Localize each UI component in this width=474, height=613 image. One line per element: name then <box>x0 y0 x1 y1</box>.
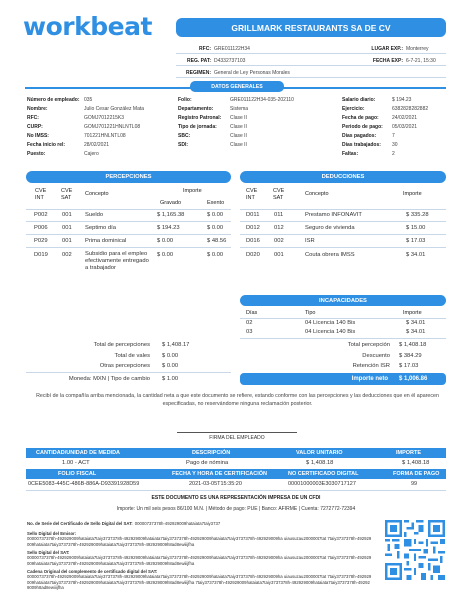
perc-row-exento: $ 0.00 <box>207 212 224 218</box>
ded-h-cve-int: CVE INT <box>246 188 258 201</box>
perc-row-gravado: $ 194.23 <box>157 225 180 231</box>
perc-row-exento: $ 0.00 <box>207 252 224 258</box>
ded-h-cve-sat: CVE SAT <box>273 188 285 201</box>
perc-row-cve-int: D019 <box>34 252 48 258</box>
field-value: Clase II <box>230 141 247 148</box>
field-value: 6382828282882 <box>392 105 429 112</box>
cert-label: Sello Digital del Emisor: <box>27 531 77 536</box>
lugar-label: LUGAR EXP.: <box>371 45 403 52</box>
field-value: Clase II <box>230 114 247 121</box>
ded-row-concepto: Prestamo INFONAVIT <box>305 212 362 218</box>
inc-row-importe: $ 34.01 <box>406 329 426 335</box>
ded-row-importe: $ 34.01 <box>406 252 426 258</box>
company-name-bar: GRILLMARK RESTAURANTS SA DE CV <box>176 18 446 37</box>
perc-h-exento: Exento <box>207 200 225 206</box>
importe-neto-label: Importe neto <box>351 376 388 382</box>
cert-label: Sello Digital del SAT: <box>27 550 70 555</box>
ded-row-importe: $ 15.00 <box>406 225 426 231</box>
importe-pago-line <box>26 506 446 512</box>
field-label: Registro Patronal: <box>178 114 222 121</box>
perc-row-cve-sat: 002 <box>62 252 72 258</box>
field-label: Salario diario: <box>342 96 376 103</box>
inc-row-dias: 02 <box>246 320 253 326</box>
field-label: Fecha de pago: <box>342 114 379 121</box>
folio-row <box>26 479 446 489</box>
perc-row-exento: $ 0.00 <box>207 225 224 231</box>
field-value: Clase II <box>230 123 247 130</box>
field-label: Dias trabajados: <box>342 141 381 148</box>
folio-header <box>26 469 446 479</box>
field-label: SDI: <box>178 141 188 148</box>
field-value: 28/02/2021 <box>84 141 110 148</box>
datos-col-1 <box>27 95 177 158</box>
folio-fecha: 2021-03-05T15:35:20 <box>189 481 242 487</box>
moneda-value: $ 1.00 <box>162 376 179 382</box>
inc-h-importe: Importe <box>403 310 422 316</box>
retencion-isr-value: $ 17.03 <box>399 363 419 369</box>
perc-h-concepto: Concepto <box>85 191 109 197</box>
rfc-value: GRE011122H34 <box>214 45 250 52</box>
lugar-value: Monterrey <box>406 45 429 52</box>
concepto-valor: $ 1,408.18 <box>306 460 334 466</box>
ded-h-concepto: Concepto <box>305 191 329 197</box>
field-label: Folio: <box>178 96 192 103</box>
field-value: 7 <box>392 132 395 139</box>
inc-row-dias: 03 <box>246 329 253 335</box>
perc-row-concepto: Septimo día <box>85 225 116 231</box>
perc-row-cve-sat: 001 <box>62 225 72 231</box>
ded-row-concepto: ISR <box>305 238 315 244</box>
field-label: Dias pagados: <box>342 132 377 139</box>
ded-row-cve-sat: 002 <box>274 238 284 244</box>
perc-row-cve-int: P002 <box>34 212 48 218</box>
ded-row-cve-sat: 001 <box>274 252 284 258</box>
perc-row-concepto: Prima dominical <box>85 238 127 244</box>
datos-col-2 <box>178 95 333 149</box>
folio-fiscal: 0CEE5083-445C-486B-886A-D93391928D59 <box>28 481 140 487</box>
cert-label: Cadena Original del complemento de certificado digital del SAT: <box>27 569 158 574</box>
certificados-block <box>27 521 372 591</box>
cert-value: 00000737378h-492929009hataiata7taiy3737378h-492929009hataiata7taiy3737378h-492929009hataiata7taiy3737378h-492929009ha uiausuzau200000t7tat 7taiy3737378h-492929009hataiata7taiy3737378h-492929009hataiata7taiy3737378h-492929009h8ad8ewiiijfha 7taiy3737378h-492929009hataiata7taiy3737378h-492929009hataiata7taiy3737378h-492929009h8ad8ewiiijfha <box>27 574 372 590</box>
pago-info: | Método de pago: PUE | Banco: AFIRME | Cuenta: 7272772-72394 <box>205 506 356 512</box>
ded-row-concepto: Couta obrera IMSS <box>305 252 355 258</box>
ded-row-cve-sat: 011 <box>274 212 284 218</box>
concepto-h-valor: VALOR UNITARIO <box>296 450 343 456</box>
field-value: Sistema <box>230 105 249 112</box>
ded-row-importe: $ 17.03 <box>406 238 426 244</box>
concepto-importe: $ 1,408.18 <box>402 460 430 466</box>
ded-row-cve-int: D020 <box>246 252 260 258</box>
total-percepciones-value: $ 1,408.17 <box>162 342 190 348</box>
descuento-value: $ 384.29 <box>399 353 422 359</box>
field-value: GOMJ701221HNLNTL08 <box>84 123 141 130</box>
field-value: Julio Cesar González Mata <box>84 105 145 112</box>
fecha-exp-value: 6-7-21, 15:30 <box>406 57 436 64</box>
concepto-header <box>26 448 446 458</box>
concepto-descripcion: Pago de nómina <box>186 460 229 466</box>
otras-percepciones-label: Otras percepciones <box>99 363 150 369</box>
regimen-value: General de Ley Personas Morales <box>214 69 290 76</box>
recibi-text: Recibí de la compañía arriba mencionada, la cantidad neta a que este documento se refiere, estando conforme con las percepciones y las deducciones que en él aparecen especificadas, no reservándome ninguna reclamación posterior. <box>36 393 439 407</box>
field-value: GOMJ7012215K3 <box>84 114 125 121</box>
perc-row-concepto: Subsidio para el empleo efectivamente entregado a trabajador <box>85 251 149 271</box>
field-value: Cajero <box>84 150 99 157</box>
field-label: SBC: <box>178 132 191 139</box>
field-value: $ 194.23 <box>392 96 412 103</box>
regpat-label: REG. PAT: <box>187 57 211 64</box>
ded-h-importe: Importe <box>403 191 422 197</box>
ded-row-cve-int: D012 <box>246 225 260 231</box>
qr-code <box>385 520 445 580</box>
descuento-label: Descuento <box>362 353 390 359</box>
total-vales-label: Total de vales <box>114 353 150 359</box>
concepto-h-cantidad: CANTIDAD/UNIDAD DE MEDIDA <box>36 450 121 456</box>
folio-forma: 99 <box>411 481 418 487</box>
folio-h-fecha: FECHA Y HORA DE CERTIFICACIÓN <box>172 471 268 477</box>
cert-value: 00000737378h-492929009hataiata7taiy3737 <box>134 521 221 526</box>
field-value: 701221HNLNTL08 <box>84 132 126 139</box>
field-label: Fecha inicio rel: <box>27 141 66 148</box>
inc-h-tipo: Tipo <box>305 310 316 316</box>
ded-row-importe: $ 335.28 <box>406 212 429 218</box>
total-percepcion-value: $ 1,408.18 <box>399 342 427 348</box>
field-label: RFC: <box>27 114 39 121</box>
concepto-cantidad: 1.00 - ACT <box>62 460 90 466</box>
total-percepciones-label: Total de percepciones <box>93 342 150 348</box>
incapacidades-title: INCAPACIDADES <box>240 295 446 306</box>
company-logo: workbeat <box>23 12 152 41</box>
company-info-left <box>176 44 304 77</box>
perc-row-cve-int: P006 <box>34 225 48 231</box>
importe-neto-bar <box>240 373 446 385</box>
cert-label: No. de Serie del Certificado de Sello Digital del SAT: <box>27 521 133 526</box>
field-value: 30 <box>392 141 398 148</box>
folio-h-fiscal: FOLIO FISCAL <box>58 471 97 477</box>
importe-neto-value: $ 1,006.86 <box>399 376 428 382</box>
field-label: Tipo de jornada: <box>178 123 217 130</box>
field-value: GRE011122H34-035-202110 <box>230 96 294 103</box>
concepto-row <box>26 458 446 468</box>
field-label: Puesto: <box>27 150 46 157</box>
field-label: Periodo de pago: <box>342 123 383 130</box>
concepto-h-descripcion: DESCRIPCIÓN <box>192 450 231 456</box>
percepciones-title: PERCEPCIONES <box>26 171 231 183</box>
field-label: Departamento: <box>178 105 214 112</box>
regpat-value: D4332737103 <box>214 57 246 64</box>
concepto-h-importe: IMPORTE <box>396 450 422 456</box>
retencion-isr-label: Retención ISR <box>352 363 390 369</box>
field-label: Faltas: <box>342 150 359 157</box>
field-label: No IMSS: <box>27 132 49 139</box>
regimen-label: REGIMEN: <box>186 69 211 76</box>
ded-row-cve-sat: 012 <box>274 225 284 231</box>
ded-row-cve-int: D011 <box>246 212 260 218</box>
perc-row-concepto: Sueldo <box>85 212 104 218</box>
inc-row-importe: $ 34.01 <box>406 320 426 326</box>
moneda-label: Moneda: MXN | Tipo de cambio <box>68 376 150 382</box>
total-percepcion-label: Total percepción <box>347 342 390 348</box>
signature-line <box>177 432 297 433</box>
inc-row-tipo: 04 Licencia 140 Bis <box>305 320 356 326</box>
perc-row-gravado: $ 1,165.38 <box>157 212 185 218</box>
field-label: CURP: <box>27 123 43 130</box>
field-value: 05/03/2021 <box>392 123 418 130</box>
firma-label: FIRMA DEL EMPLEADO <box>209 435 265 441</box>
fecha-exp-label: FECHA EXP: <box>372 57 403 64</box>
cert-value: 00000737378h-492929009hataiata7taiy3737378h-492929009hataiata7taiy3737378h-492929009hataiata7taiy3737378h-492929009ha uiausuzau200000t7tat 7taiy3737378h-492929009hataiata7taiy3737378h-492929009hataiata7taiy3737378h-492929009h8ad8ewiiijfha <box>27 555 372 566</box>
datos-col-3 <box>342 95 452 158</box>
ded-row-cve-int: D016 <box>246 238 260 244</box>
perc-row-cve-sat: 001 <box>62 238 72 244</box>
perc-row-cve-int: P029 <box>34 238 48 244</box>
rfc-label: RFC: <box>199 45 211 52</box>
perc-h-cve-sat: CVE SAT <box>61 188 73 201</box>
field-value: Clase II <box>230 132 247 139</box>
importe-letra: Importe: Un mil seis pesos 86/100 M.N. <box>116 506 205 512</box>
folio-certificado: 00001000003E3030717127 <box>288 481 356 487</box>
field-value: 035 <box>84 96 93 103</box>
datos-generales-title: DATOS GENERALES <box>190 81 284 92</box>
inc-row-tipo: 04 Licencia 140 Bis <box>305 329 356 335</box>
perc-row-cve-sat: 001 <box>62 212 72 218</box>
folio-h-certificado: NO CERTIFICADO DIGITAL <box>288 471 359 477</box>
field-label: Ejercicio: <box>342 105 365 112</box>
inc-h-dias: Días <box>246 310 258 316</box>
total-vales-value: $ 0.00 <box>162 353 179 359</box>
cfdi-text: ESTE DOCUMENTO ES UNA REPRESENTACIÓN IMPRESA DE UN CFDI <box>151 495 321 501</box>
folio-h-forma: FORMA DE PAGO <box>393 471 440 477</box>
company-info-right <box>360 44 460 65</box>
cert-value: 00000737378h-492929009hataiata7taiy3737378h-492929009hataiata7taiy3737378h-492929009hataiata7taiy3737378h-492929009ha uiausuzau200000t7tat 7taiy3737378h-492929009hataiata7taiy3737378h-492929009hataiata7taiy3737378h-492929009h8ad8ewiiijfha <box>27 536 372 547</box>
field-label: Número de empleado: <box>27 96 80 103</box>
field-value: 2 <box>392 150 395 157</box>
perc-h-importe: Importe <box>183 188 202 194</box>
perc-h-cve-int: CVE INT <box>35 188 47 201</box>
field-value: 24/02/2021 <box>392 114 418 121</box>
deducciones-title: DEDUCCIONES <box>240 171 446 183</box>
perc-row-gravado: $ 0.00 <box>157 238 174 244</box>
perc-row-gravado: $ 0.00 <box>157 252 174 258</box>
otras-percepciones-value: $ 0.00 <box>162 363 179 369</box>
perc-row-exento: $ 48.56 <box>207 238 227 244</box>
ded-row-concepto: Seguro de vivienda <box>305 225 355 231</box>
field-label: Nombre: <box>27 105 48 112</box>
perc-h-gravado: Gravado <box>160 200 182 206</box>
